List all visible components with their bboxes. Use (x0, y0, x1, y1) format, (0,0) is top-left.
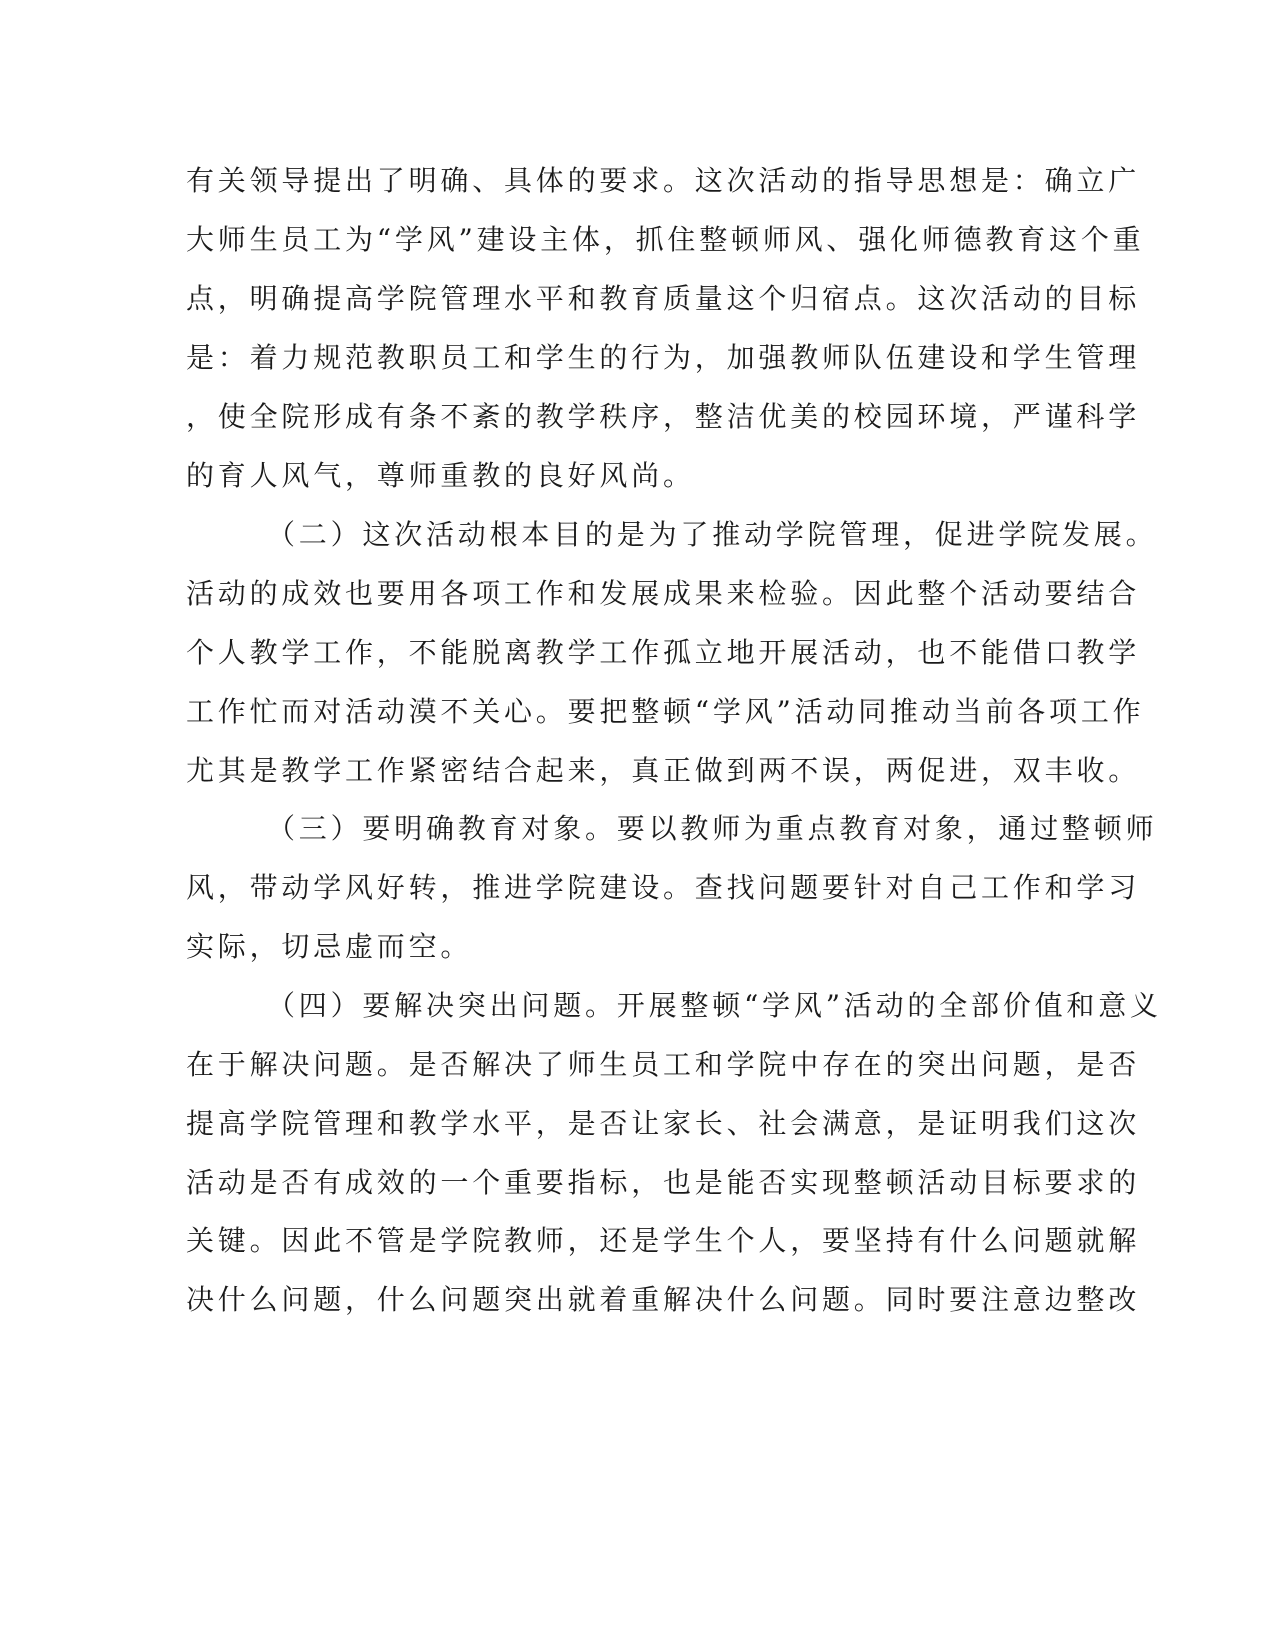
text-line (0, 388, 1275, 446)
line-text: （四）要解决突出问题。开展整顿“学风”活动的全部价值和意义 (267, 989, 1162, 1022)
paragraph-first-line (0, 977, 1275, 1035)
line-text: 关键。因此不管是学院教师，还是学生个人，要坚持有什么问题就解 (186, 1224, 1141, 1257)
text-line (0, 683, 1275, 741)
line-text: 活动的成效也要用各项工作和发展成果来检验。因此整个活动要结合 (186, 577, 1141, 610)
line-text: 决什么问题，什么问题突出就着重解决什么问题。同时要注意边整改 (186, 1283, 1141, 1316)
text-line (0, 1036, 1275, 1094)
line-text: 有关领导提出了明确、具体的要求。这次活动的指导思想是：确立广 (186, 164, 1141, 197)
line-text: ，使全院形成有条不紊的教学秩序，整洁优美的校园环境，严谨科学 (186, 400, 1141, 433)
text-line (0, 1154, 1275, 1212)
text-line (0, 1271, 1275, 1329)
line-text: 提高学院管理和教学水平，是否让家长、社会满意，是证明我们这次 (186, 1107, 1141, 1140)
text-line (0, 270, 1275, 328)
text-line (0, 1212, 1275, 1270)
line-text: 工作忙而对活动漠不关心。要把整顿“学风”活动同推动当前各项工作 (186, 695, 1145, 728)
line-text: 点，明确提高学院管理水平和教育质量这个归宿点。这次活动的目标 (186, 282, 1141, 315)
line-text: （二）这次活动根本目的是为了推动学院管理，促进学院发展。 (267, 518, 1158, 551)
text-line (0, 329, 1275, 387)
line-text: 是：着力规范教职员工和学生的行为，加强教师队伍建设和学生管理 (186, 341, 1141, 374)
text-line (0, 447, 1275, 505)
line-text: 活动是否有成效的一个重要指标，也是能否实现整顿活动目标要求的 (186, 1166, 1141, 1199)
line-text: 实际，切忌虚而空。 (186, 930, 473, 963)
text-line (0, 152, 1275, 210)
text-line (0, 624, 1275, 682)
line-text: 风，带动学风好转，推进学院建设。查找问题要针对自己工作和学习 (186, 871, 1141, 904)
paragraph-first-line (0, 800, 1275, 858)
line-text: （三）要明确教育对象。要以教师为重点教育对象，通过整顿师 (267, 812, 1158, 845)
line-text: 的育人风气，尊师重教的良好风尚。 (186, 459, 695, 492)
line-text: 尤其是教学工作紧密结合起来，真正做到两不误，两促进，双丰收。 (186, 754, 1141, 787)
text-line (0, 211, 1275, 269)
text-line (0, 742, 1275, 800)
text-line (0, 918, 1275, 976)
text-line (0, 1095, 1275, 1153)
paragraph-first-line (0, 506, 1275, 564)
line-text: 个人教学工作，不能脱离教学工作孤立地开展活动，也不能借口教学 (186, 636, 1141, 669)
text-line (0, 565, 1275, 623)
line-text: 在于解决问题。是否解决了师生员工和学院中存在的突出问题，是否 (186, 1048, 1141, 1081)
text-line (0, 859, 1275, 917)
line-text: 大师生员工为“学风”建设主体，抓住整顿师风、强化师德教育这个重 (186, 223, 1145, 256)
